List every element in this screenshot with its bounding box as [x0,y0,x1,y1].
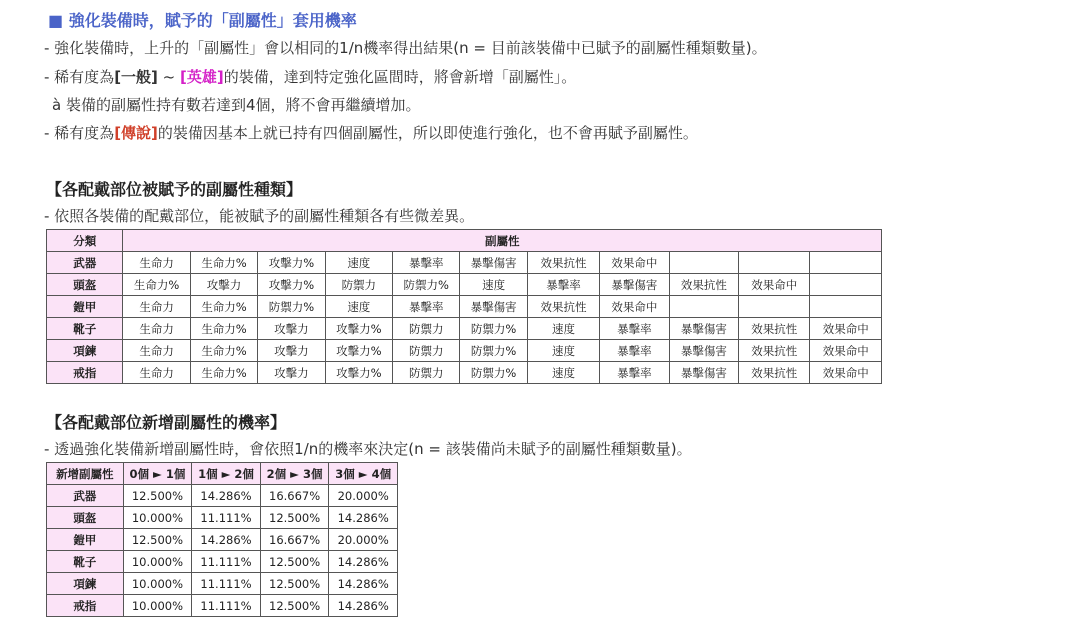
substat-cell: 效果命中 [810,362,882,384]
table-row [47,296,882,318]
substat-cell: 效果抗性 [527,252,599,274]
substat-cell [739,296,810,318]
probability-cell: 11.111% [192,551,261,573]
substat-cell: 暴擊率 [527,274,599,296]
substat-cell: 攻擊力 [258,362,325,384]
substat-cell: 速度 [325,252,392,274]
substat-cell: 效果命中 [600,252,669,274]
table-row [47,551,398,573]
probability-cell: 20.000% [329,529,398,551]
table-row [47,340,882,362]
substat-cell: 生命力 [123,340,190,362]
table-row [47,529,398,551]
probability-cell: 16.667% [260,529,329,551]
section1-desc: - 依照各裝備的配戴部位，能被賦予的副屬性種類各有些微差異。 [44,207,475,225]
substat-cell [739,252,810,274]
slot-name: 戒指 [47,595,124,617]
substat-cell [810,274,882,296]
substat-cell: 效果命中 [600,296,669,318]
col-category: 分類 [47,230,123,252]
substat-cell: 生命力% [190,362,257,384]
slot-name: 鎧甲 [47,296,123,318]
slot-name: 項鍊 [47,573,124,595]
probability-cell: 16.667% [260,485,329,507]
substat-cell: 防禦力 [393,318,460,340]
substat-cell: 暴擊傷害 [669,318,738,340]
substat-cell: 生命力% [190,296,257,318]
table-row [47,485,398,507]
probability-cell: 12.500% [260,507,329,529]
substat-cell: 速度 [460,274,527,296]
substat-cell: 速度 [325,296,392,318]
substat-cell: 生命力% [190,252,257,274]
probability-cell: 12.500% [123,485,192,507]
table-header-row [47,463,398,485]
slot-name: 頭盔 [47,507,124,529]
probability-cell: 14.286% [329,507,398,529]
slot-name: 靴子 [47,551,124,573]
slot-name: 靴子 [47,318,123,340]
slot-name: 頭盔 [47,274,123,296]
substat-cell: 生命力 [123,252,190,274]
section2-desc: - 透過強化裝備新增副屬性時，會依照1/n的機率來決定(n = 該裝備尚未賦予的副屬性種類數量)。 [44,440,692,458]
substat-cell: 暴擊率 [393,252,460,274]
rarity-legend: [傳說] [114,124,158,142]
rarity-normal: [一般] [114,68,158,86]
rule-line-2-prefix: - 稀有度為 [44,68,115,86]
substat-cell: 暴擊率 [600,362,669,384]
table-row [47,362,882,384]
table-row [47,274,882,296]
page-heading: ■ 強化裝備時，賦予的「副屬性」套用機率 [48,11,357,30]
substat-probability-table [46,462,398,617]
probability-cell: 20.000% [329,485,398,507]
substat-cell: 暴擊傷害 [669,340,738,362]
substat-cell: 速度 [527,340,599,362]
substat-cell: 速度 [527,362,599,384]
table-row [47,252,882,274]
substat-cell: 攻擊力% [325,340,392,362]
substat-cell: 暴擊率 [600,318,669,340]
substat-cell: 效果抗性 [739,362,810,384]
substat-cell: 攻擊力 [190,274,257,296]
substat-cell: 防禦力 [393,340,460,362]
rule-line-4-prefix: - 稀有度為 [44,124,115,142]
substat-cell: 效果命中 [810,340,882,362]
probability-cell: 12.500% [123,529,192,551]
probability-cell: 11.111% [192,507,261,529]
probability-cell: 10.000% [123,573,192,595]
substat-cell: 速度 [527,318,599,340]
substat-cell: 生命力 [123,296,190,318]
substat-cell: 攻擊力% [325,362,392,384]
probability-cell: 14.286% [192,529,261,551]
section2-title: 【各配戴部位新增副屬性的機率】 [46,413,287,432]
substat-cell: 防禦力% [460,318,527,340]
substat-cell: 攻擊力% [258,274,325,296]
probability-cell: 14.286% [329,573,398,595]
table-header-row [47,230,882,252]
substat-cell: 效果抗性 [669,274,738,296]
substat-cell: 防禦力 [393,362,460,384]
substat-cell: 暴擊傷害 [669,362,738,384]
rule-line-4 [44,122,698,143]
substat-cell [669,252,738,274]
rule-line-1: - 強化裝備時，上升的「副屬性」會以相同的1/n機率得出結果(n = 目前該裝備中已賦予的副屬性種類數量)。 [44,39,767,57]
probability-cell: 10.000% [123,507,192,529]
substat-cell: 攻擊力% [258,252,325,274]
rule-line-3: à 裝備的副屬性持有數若達到4個，將不會再繼續增加。 [52,96,421,114]
table-row [47,318,882,340]
col-substat: 副屬性 [123,230,882,252]
substat-cell: 攻擊力 [258,318,325,340]
probability-cell: 12.500% [260,551,329,573]
prob-header: 0個 ► 1個 [123,463,192,485]
rule-line-2 [44,66,576,87]
substat-cell: 防禦力% [393,274,460,296]
substat-cell: 防禦力 [325,274,392,296]
substat-cell: 效果命中 [810,318,882,340]
rarity-hero: [英雄] [180,68,224,86]
probability-cell: 10.000% [123,595,192,617]
substat-cell: 攻擊力 [258,340,325,362]
substat-cell: 效果抗性 [739,340,810,362]
slot-name: 武器 [47,252,123,274]
probability-cell: 12.500% [260,595,329,617]
substat-cell: 防禦力% [460,362,527,384]
substat-cell [810,252,882,274]
substat-cell: 生命力% [190,340,257,362]
substat-cell: 防禦力% [258,296,325,318]
substat-cell: 生命力% [123,274,190,296]
probability-cell: 11.111% [192,595,261,617]
probability-cell: 14.286% [192,485,261,507]
substat-cell: 暴擊傷害 [600,274,669,296]
substat-cell: 暴擊傷害 [460,296,527,318]
substat-cell: 生命力% [190,318,257,340]
substat-cell: 暴擊傷害 [460,252,527,274]
substat-cell: 防禦力% [460,340,527,362]
slot-name: 武器 [47,485,124,507]
substat-cell: 效果抗性 [739,318,810,340]
prob-header: 2個 ► 3個 [260,463,329,485]
probability-cell: 10.000% [123,551,192,573]
substat-cell: 生命力 [123,318,190,340]
prob-header: 1個 ► 2個 [192,463,261,485]
prob-header: 新增副屬性 [47,463,124,485]
probability-cell: 14.286% [329,551,398,573]
substat-cell [669,296,738,318]
substat-cell: 暴擊率 [600,340,669,362]
probability-cell: 14.286% [329,595,398,617]
rule-line-2-tilde: ~ [157,68,181,86]
slot-name: 項鍊 [47,340,123,362]
prob-header: 3個 ► 4個 [329,463,398,485]
probability-cell: 12.500% [260,573,329,595]
substat-cell: 暴擊率 [393,296,460,318]
slot-name: 鎧甲 [47,529,124,551]
slot-name: 戒指 [47,362,123,384]
substat-cell: 生命力 [123,362,190,384]
substat-type-table [46,229,882,384]
probability-cell: 11.111% [192,573,261,595]
substat-cell: 攻擊力% [325,318,392,340]
rule-line-4-suffix: 的裝備因基本上就已持有四個副屬性，所以即使進行強化，也不會再賦予副屬性。 [157,124,698,142]
substat-cell [810,296,882,318]
section1-title: 【各配戴部位被賦予的副屬性種類】 [46,180,303,199]
substat-cell: 效果抗性 [527,296,599,318]
table-row [47,573,398,595]
substat-cell: 效果命中 [739,274,810,296]
table-row [47,507,398,529]
rule-line-2-suffix: 的裝備，達到特定強化區間時，將會新增「副屬性」。 [223,68,577,86]
